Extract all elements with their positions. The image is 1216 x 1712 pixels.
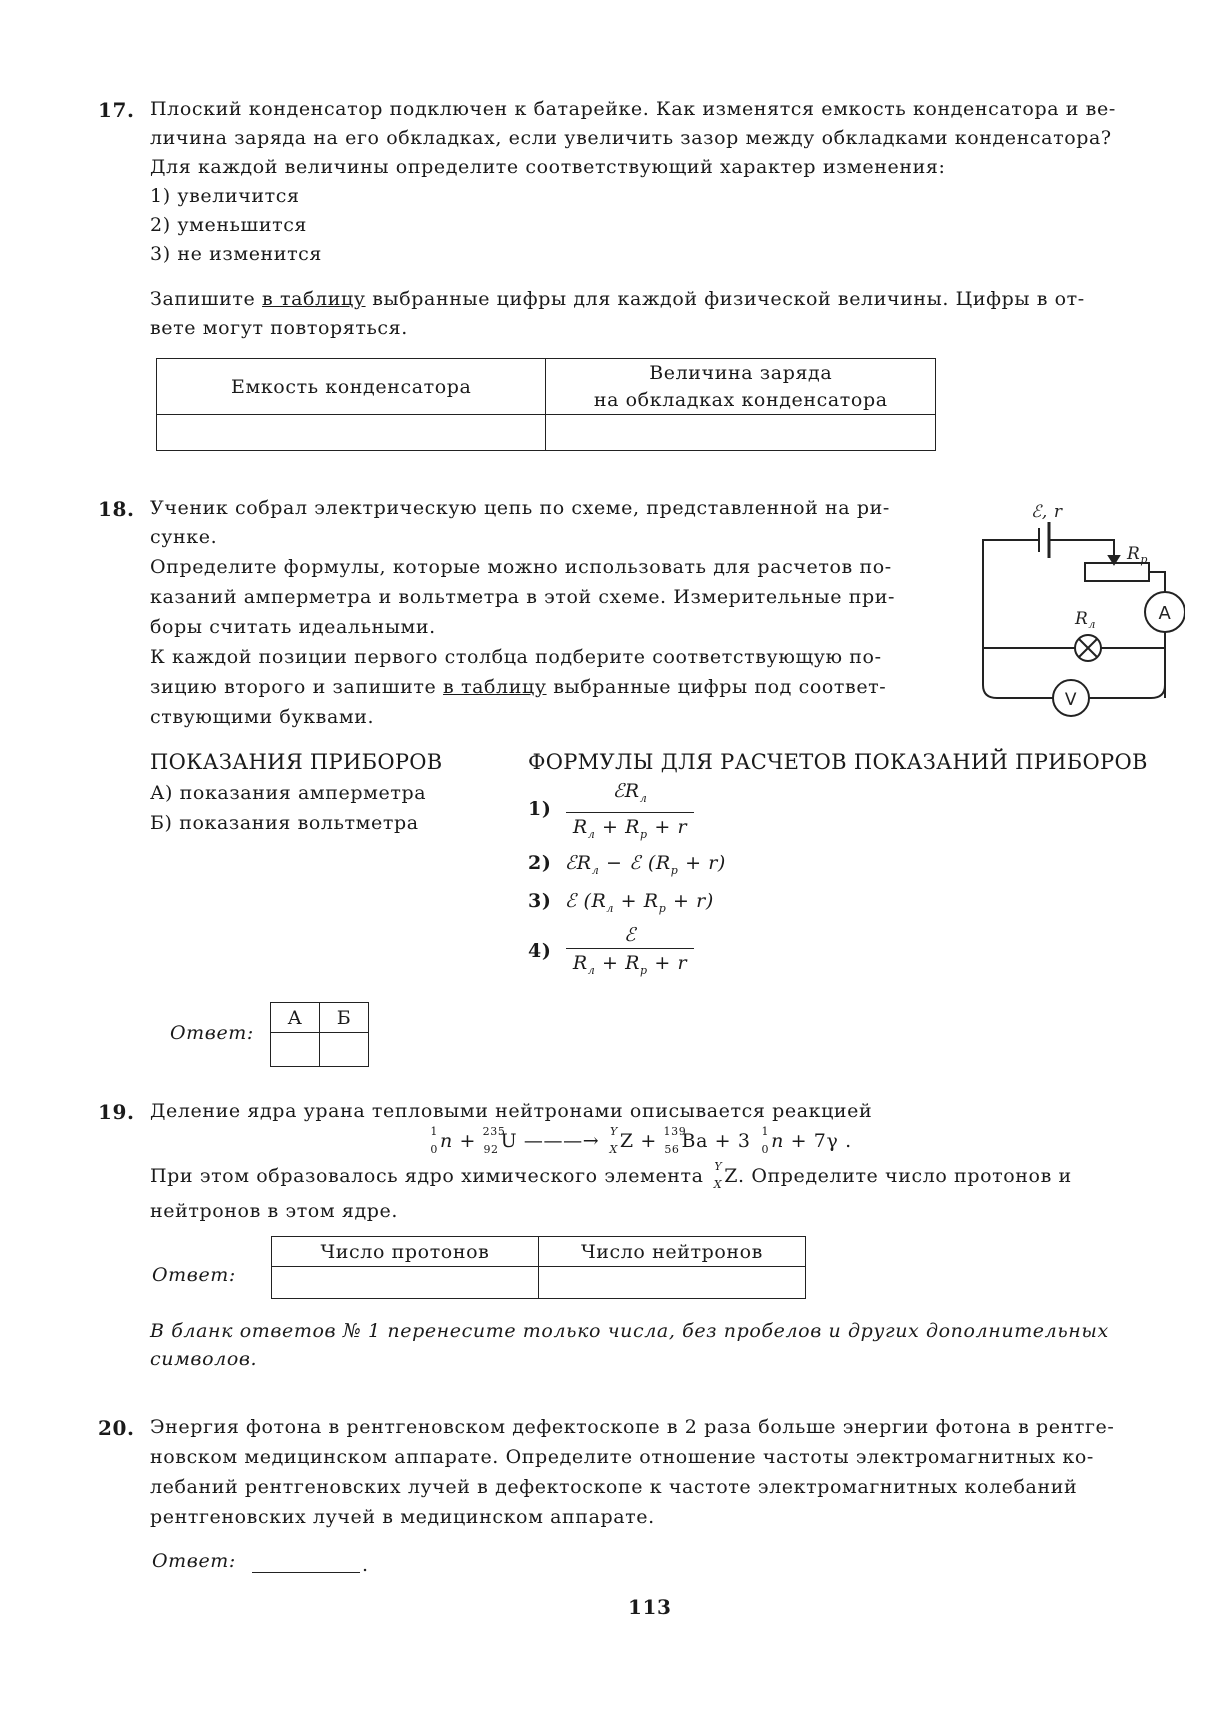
table-header-charge: Величина заряда на обкладках конденсатора bbox=[546, 359, 936, 415]
question-number: 20. bbox=[98, 1416, 135, 1440]
answer-col-b: Б bbox=[320, 1003, 369, 1033]
answer-col-a: А bbox=[271, 1003, 320, 1033]
question-number: 18. bbox=[98, 497, 135, 521]
q17-answer-table bbox=[156, 358, 936, 451]
q20-line-3: лебаний рентгеновских лучей в дефектоскопе к частоте электромагнитных колебаний bbox=[150, 1476, 1078, 1498]
q19-answer-table bbox=[271, 1236, 806, 1299]
q18-line-3: Определите формулы, которые можно использовать для расчетов по- bbox=[150, 556, 892, 578]
rheostat-label: $R_р$ bbox=[1127, 544, 1149, 566]
answer-cell-neutrons[interactable] bbox=[538, 1267, 805, 1299]
answer-period: . bbox=[362, 1554, 369, 1576]
answer-cell-a[interactable] bbox=[271, 1033, 320, 1067]
q17-option-2: 2) уменьшится bbox=[150, 214, 308, 236]
instruments-heading: ПОКАЗАНИЯ ПРИБОРОВ bbox=[150, 750, 443, 774]
formulas-heading: ФОРМУЛЫ ДЛЯ РАСЧЕТОВ ПОКАЗАНИЙ ПРИБОРОВ bbox=[528, 750, 1148, 774]
instrument-item-b: Б) показания вольтметра bbox=[150, 812, 419, 834]
question-number: 17. bbox=[98, 98, 135, 122]
answer-cell-charge[interactable] bbox=[546, 415, 936, 451]
q18-line-5: боры считать идеальными. bbox=[150, 616, 436, 638]
answer-cell-b[interactable] bbox=[320, 1033, 369, 1067]
transfer-note-2: символов. bbox=[150, 1348, 258, 1370]
voltmeter-icon: V bbox=[1064, 690, 1078, 710]
col-protons: Число протонов bbox=[272, 1237, 539, 1267]
question-number: 19. bbox=[98, 1100, 135, 1124]
q19-line-3: нейтронов в этом ядре. bbox=[150, 1200, 399, 1222]
page-number: 113 bbox=[628, 1595, 672, 1619]
col-neutrons: Число нейтронов bbox=[538, 1237, 805, 1267]
answer-cell-protons[interactable] bbox=[272, 1267, 539, 1299]
answer-cell-capacity[interactable] bbox=[157, 415, 546, 451]
ammeter-icon: A bbox=[1158, 603, 1172, 624]
answer-label: Ответ: bbox=[170, 1022, 254, 1044]
q20-line-4: рентгеновских лучей в медицинском аппарате. bbox=[150, 1506, 655, 1528]
reaction-equation: 1 0 n + 235 92 U ———→ Y X Z + 139 56 Ba + 3 1 0 n + 7γ . bbox=[430, 1125, 852, 1156]
circuit-diagram bbox=[975, 500, 1185, 730]
q18-line-2: сунке. bbox=[150, 526, 218, 548]
q20-line-2: новском медицинском аппарате. Определите отношение частоты электромагнитных ко- bbox=[150, 1446, 1094, 1468]
q18-line-1: Ученик собрал электрическую цепь по схеме, представленной на ри- bbox=[150, 497, 890, 519]
answer-label: Ответ: bbox=[152, 1264, 236, 1286]
q20-line-1: Энергия фотона в рентгеновском дефектоскопе в 2 раза больше энергии фотона в рентге- bbox=[150, 1416, 1115, 1438]
q18-line-6: К каждой позиции первого столбца подберите соответствующую по- bbox=[150, 646, 882, 668]
table-header-capacity: Емкость конденсатора bbox=[157, 359, 546, 415]
q17-instruction: Запишите в таблицу выбранные цифры для каждой физической величины. Цифры в от- bbox=[150, 288, 1085, 310]
q19-line-1: Деление ядра урана тепловыми нейтронами описывается реакцией bbox=[150, 1100, 873, 1122]
q18-line-4: казаний амперметра и вольтметра в этой схеме. Измерительные при- bbox=[150, 586, 896, 608]
q17-option-1: 1) увеличится bbox=[150, 185, 300, 207]
q17-line-1: Плоский конденсатор подключен к батарейке. Как изменятся емкость конденсатора и ве- bbox=[150, 98, 1116, 120]
table-link: в таблицу bbox=[262, 288, 366, 310]
answer-blank[interactable] bbox=[252, 1572, 360, 1573]
formula-3: 3) ℰ $(R_л + R_р + r)$ bbox=[528, 890, 714, 915]
answer-label: Ответ: bbox=[152, 1550, 236, 1572]
instrument-item-a: А) показания амперметра bbox=[150, 782, 427, 804]
formula-2: 2) ℰR$_л$ − ℰ $(R_р + r)$ bbox=[528, 852, 726, 877]
q18-line-8: ствующими буквами. bbox=[150, 706, 375, 728]
q17-line-2: личина заряда на его обкладках, если увеличить зазор между обкладками конденсатора? bbox=[150, 127, 1112, 149]
emf-label: ℰ, r bbox=[1031, 502, 1063, 522]
q17-line-3: Для каждой величины определите соответствующий характер изменения: bbox=[150, 156, 946, 178]
table-link: в таблицу bbox=[443, 676, 547, 698]
transfer-note-1: В бланк ответов № 1 перенесите только числа, без пробелов и других дополнительных bbox=[150, 1320, 1109, 1342]
q17-option-3: 3) не изменится bbox=[150, 243, 323, 265]
q19-line-2: При этом образовалось ядро химического элемента Y X Z. Определите число протонов и bbox=[150, 1160, 1072, 1191]
lamp-label: $R_л$ bbox=[1075, 609, 1097, 631]
q18-answer-table bbox=[270, 1002, 369, 1067]
q17-instruction-2: вете могут повторяться. bbox=[150, 317, 408, 339]
q18-line-7: зицию второго и запишите в таблицу выбранные цифры под соответ- bbox=[150, 676, 887, 698]
